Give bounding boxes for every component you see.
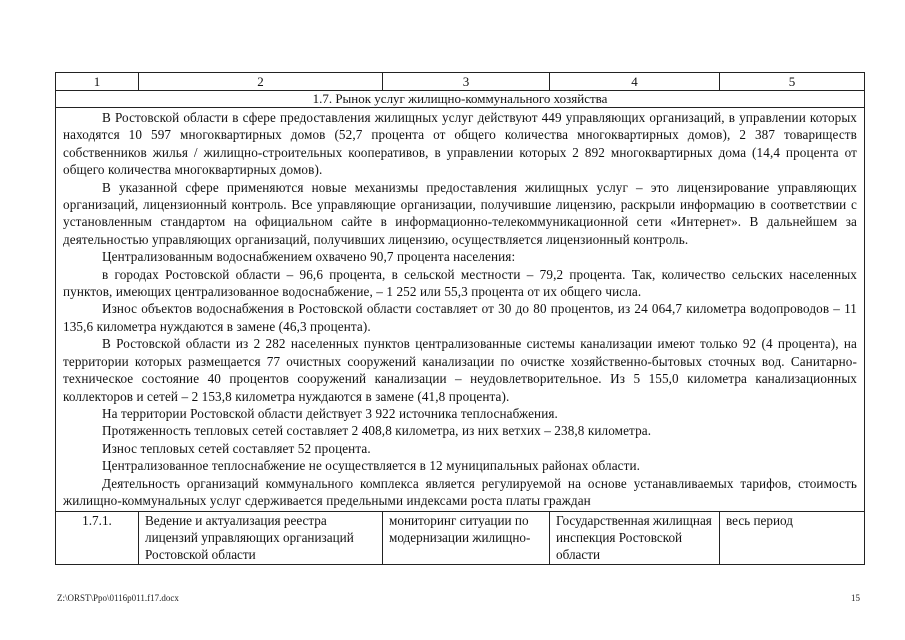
paragraph: Деятельность организаций коммунального комплекса является регулируемой на основе устанавливаемых тарифов, стоимость жилищно-коммунальных услуг сдерживается предельными индексами роста платы граждан	[63, 475, 857, 508]
column-number-1: 1	[56, 73, 139, 91]
table-header-row	[56, 73, 865, 91]
paragraph: На территории Ростовской области действует 3 922 источника теплоснабжения.	[102, 405, 558, 421]
measure-term: весь период	[720, 512, 865, 565]
measure-number: 1.7.1.	[56, 512, 139, 565]
paragraph: В Ростовской области в сфере предоставления жилищных услуг действуют 449 управляющих организаций, в управлении которых находятся 10 597 многоквартирных домов (52,7 процента от общего количества многоквартирных домов), 2 387 товариществ собственников жилья / жилищно-строительных кооперативов, в управлении которых 2 892 многоквартирных дома (14,4 процента от общего количества многоквартирных домов).	[63, 110, 857, 178]
section-body-row	[56, 108, 865, 512]
measure-executor: Государственная жилищная инспекция Ростовской области	[550, 512, 720, 565]
column-number-2: 2	[139, 73, 383, 91]
column-number-3: 3	[383, 73, 550, 91]
paragraph: В указанной сфере применяются новые механизмы предоставления жилищных услуг – это лицензирование управляющих организаций, лицензионный контроль. Все управляющие организации, получившие лицензию, раскрыли информацию в соответствии с установленным стандартом на официальном сайте в информационно-телекоммуникационной сети «Интернет». В дальнейшем за деятельностью управляющих организаций, получивших лицензию, осуществляется лицензионный контроль.	[63, 179, 857, 247]
section-title-row	[56, 91, 865, 108]
measures-table	[55, 72, 865, 565]
measure-description: Ведение и актуализация реестра лицензий управляющих организаций Ростовской области	[139, 512, 383, 565]
column-number-5: 5	[720, 73, 865, 91]
footer-page-number: 15	[851, 593, 860, 603]
paragraph: Износ тепловых сетей составляет 52 процента.	[102, 440, 371, 456]
section-title: 1.7. Рынок услуг жилищно-коммунального хозяйства	[56, 91, 865, 108]
paragraph: В Ростовской области из 2 282 населенных пунктов централизованные системы канализации имеют только 92 (4 процента), на территории которых размещается 77 очистных сооружений канализации по очистке хозяйственно-бытовых сточных вод. Санитарно-техническое состояние 40 процентов сооружений канализации – неудовлетворительное. Из 5 155,0 километра канализационных коллекторов и сетей – 2 153,8 километра нуждаются в замене (41,8 процента).	[63, 336, 857, 404]
section-body	[56, 108, 865, 512]
footer-file-path: Z:\ORST\Ppo\0116p011.f17.docx	[57, 593, 179, 603]
paragraph: Протяженность тепловых сетей составляет 2 408,8 километра, из них ветхих – 238,8 километра.	[102, 423, 652, 439]
column-number-4: 4	[550, 73, 720, 91]
paragraph: в городах Ростовской области – 96,6 процента, в сельской местности – 79,2 процента. Так, количество сельских населенных пунктов, имеющих централизованное водоснабжение, – 1 252 или 55,3 процента от их общего числа.	[63, 266, 857, 300]
measure-result: мониторинг ситуации по модернизации жилищно-	[383, 512, 550, 565]
paragraph: Централизованным водоснабжением охвачено 90,7 процента населения:	[102, 249, 516, 265]
table-row	[56, 512, 865, 565]
paragraph: Износ объектов водоснабжения в Ростовской области составляет от 30 до 80 процентов, из 24 064,7 километра водопроводов – 11 135,6 километра нуждаются в замене (46,3 процента).	[63, 301, 857, 334]
paragraph: Централизованное теплоснабжение не осуществляется в 12 муниципальных районах области.	[102, 458, 641, 474]
